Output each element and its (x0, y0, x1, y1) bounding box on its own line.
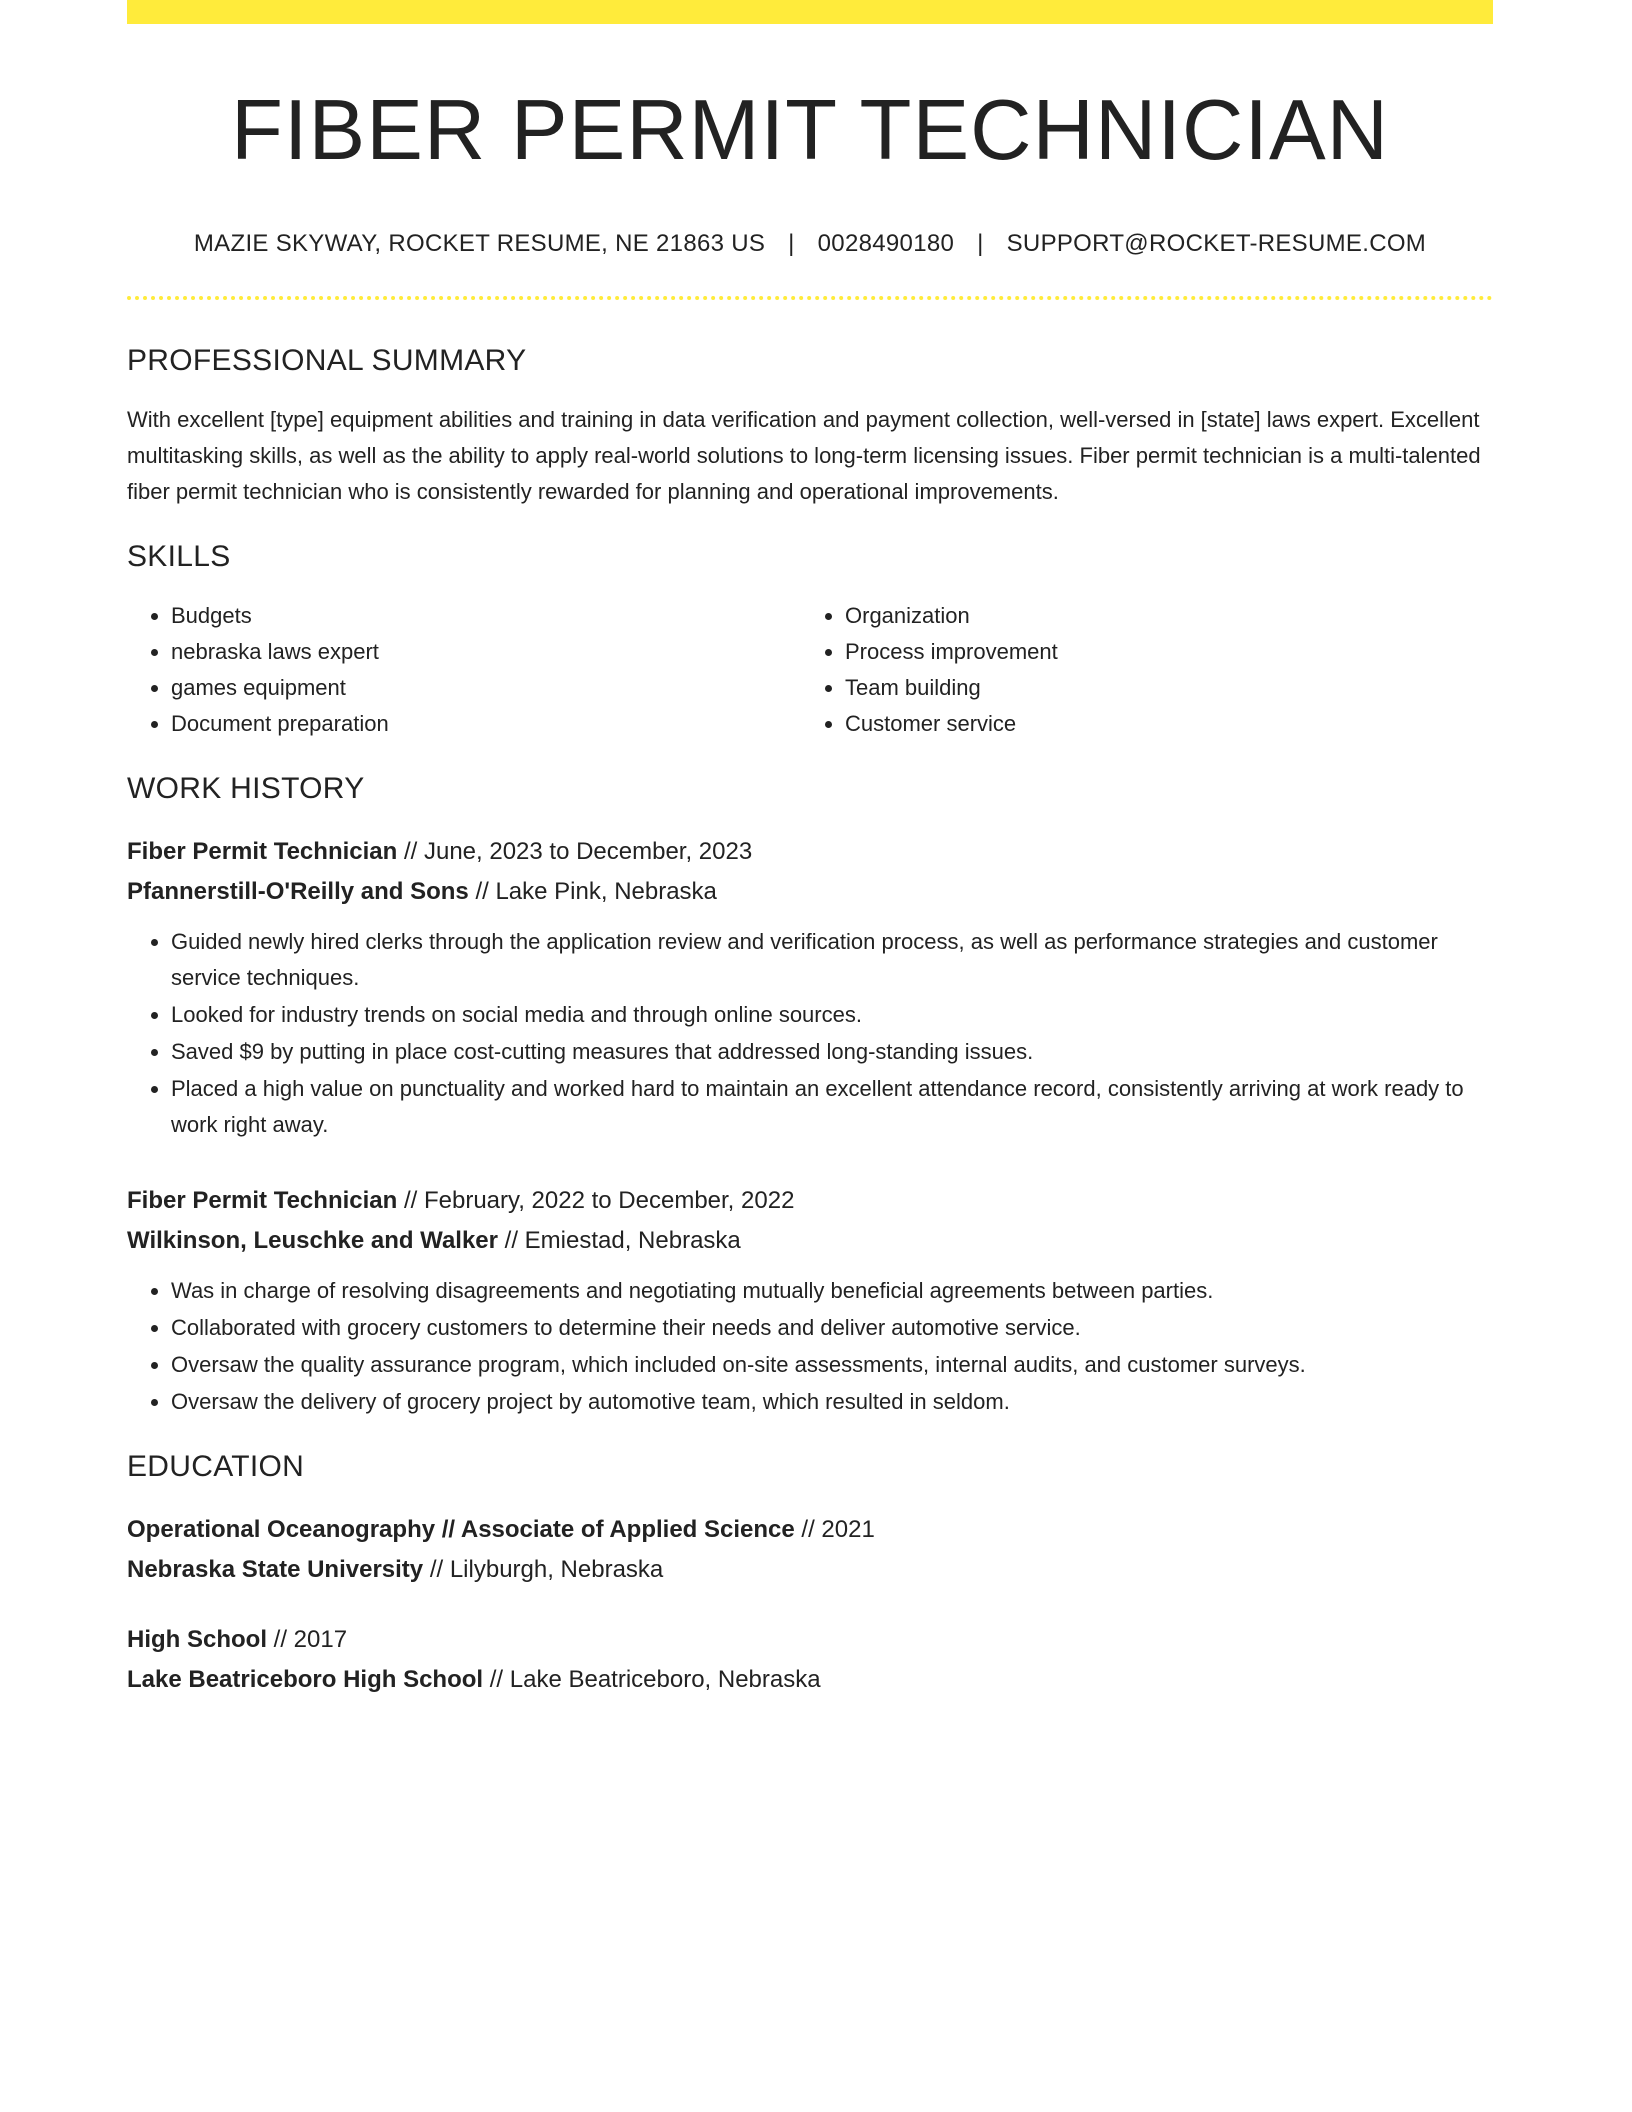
job-dates: // February, 2022 to December, 2022 (397, 1186, 795, 1214)
job-bullet: • Guided newly hired clerks through the application review and verification process, as well as performance strategies and customer service techniques. (171, 924, 1493, 996)
education-heading: EDUCATION (127, 1449, 305, 1483)
contact-separator: | (977, 229, 984, 257)
job-entry (127, 832, 1493, 1143)
education-location: // Lake Beatriceboro, Nebraska (483, 1665, 821, 1693)
education-degree-line (127, 1620, 1493, 1660)
education-entry (127, 1620, 1493, 1700)
education-school: Lake Beatriceboro High School (127, 1665, 484, 1693)
job-bullet: • Oversaw the quality assurance program, which included on-site assessments, internal audits, and customer surveys. (171, 1347, 1493, 1383)
job-role: Fiber Permit Technician (127, 1186, 398, 1214)
job-bullet: • Was in charge of resolving disagreements and negotiating mutually beneficial agreements between parties. (171, 1273, 1493, 1309)
contact-address: MAZIE SKYWAY, ROCKET RESUME, NE 21863 US (193, 229, 766, 257)
skills-list (127, 598, 1493, 742)
skill-item: • Document preparation (171, 706, 801, 742)
skill-item: • Team building (845, 670, 1475, 706)
summary-heading: PROFESSIONAL SUMMARY (127, 343, 527, 377)
job-company-line (127, 872, 1493, 912)
job-company-line (127, 1221, 1493, 1261)
job-location: // Emiestad, Nebraska (498, 1226, 741, 1254)
resume-name: FIBER PERMIT TECHNICIAN (230, 83, 1390, 178)
job-bullet: • Placed a high value on punctuality and worked hard to maintain an excellent attendance record, consistently arriving at work ready to work right away. (171, 1071, 1493, 1143)
skill-item: • games equipment (171, 670, 801, 706)
job-bullet: • Saved $9 by putting in place cost-cutting measures that addressed long-standing issues. (171, 1034, 1493, 1070)
skill-item: • Organization (845, 598, 1475, 634)
job-company: Wilkinson, Leuschke and Walker (127, 1226, 498, 1254)
education-degree: Operational Oceanography // Associate of Applied Science (127, 1515, 795, 1543)
job-bullet: • Collaborated with grocery customers to determine their needs and deliver automotive service. (171, 1310, 1493, 1346)
skill-item: • nebraska laws expert (171, 634, 801, 670)
job-dates: // June, 2023 to December, 2023 (397, 837, 753, 865)
education-school: Nebraska State University (127, 1555, 424, 1583)
skills-heading: SKILLS (127, 539, 231, 573)
education-degree: High School (127, 1625, 267, 1653)
job-title-line (127, 1181, 1493, 1221)
contact-email[interactable]: SUPPORT@ROCKET-RESUME.COM (1006, 229, 1427, 257)
job-company: Pfannerstill-O'Reilly and Sons (127, 877, 469, 905)
skills-column-left (127, 598, 801, 742)
skills-column-right (801, 598, 1475, 742)
job-location: // Lake Pink, Nebraska (468, 877, 717, 905)
contact-line (127, 230, 1493, 258)
education-school-line (127, 1660, 1493, 1700)
header-divider (127, 296, 1493, 300)
summary-text: With excellent [type] equipment abilities and training in data verification and payment collection, well-versed in [state] laws expert. Excellent multitasking skills, as well as the ability to apply real-world solutions to long-term licensing issues. Fiber permit technician is a multi-talented fiber permit technician who is consistently rewarded for planning and operational improvements. (127, 406, 1481, 504)
skill-item: • Process improvement (845, 634, 1475, 670)
resume-page (127, 0, 1493, 1700)
accent-bar (127, 0, 1493, 24)
job-title-line (127, 832, 1493, 872)
education-year: // 2017 (267, 1625, 348, 1653)
education-year: // 2021 (794, 1515, 875, 1543)
skill-item: • Budgets (171, 598, 801, 634)
education-school-line (127, 1550, 1493, 1590)
education-entry (127, 1510, 1493, 1590)
job-bullets (127, 924, 1493, 1143)
job-bullet: • Oversaw the delivery of grocery project by automotive team, which resulted in seldom. (171, 1384, 1493, 1420)
job-role: Fiber Permit Technician (127, 837, 398, 865)
education-location: // Lilyburgh, Nebraska (423, 1555, 664, 1583)
education-degree-line (127, 1510, 1493, 1550)
skill-item: • Customer service (845, 706, 1475, 742)
job-entry (127, 1181, 1493, 1420)
work-history-heading: WORK HISTORY (127, 771, 365, 805)
contact-phone: 0028490180 (817, 229, 955, 257)
job-bullets (127, 1273, 1493, 1420)
contact-separator: | (788, 229, 795, 257)
job-bullet: • Looked for industry trends on social media and through online sources. (171, 997, 1493, 1033)
